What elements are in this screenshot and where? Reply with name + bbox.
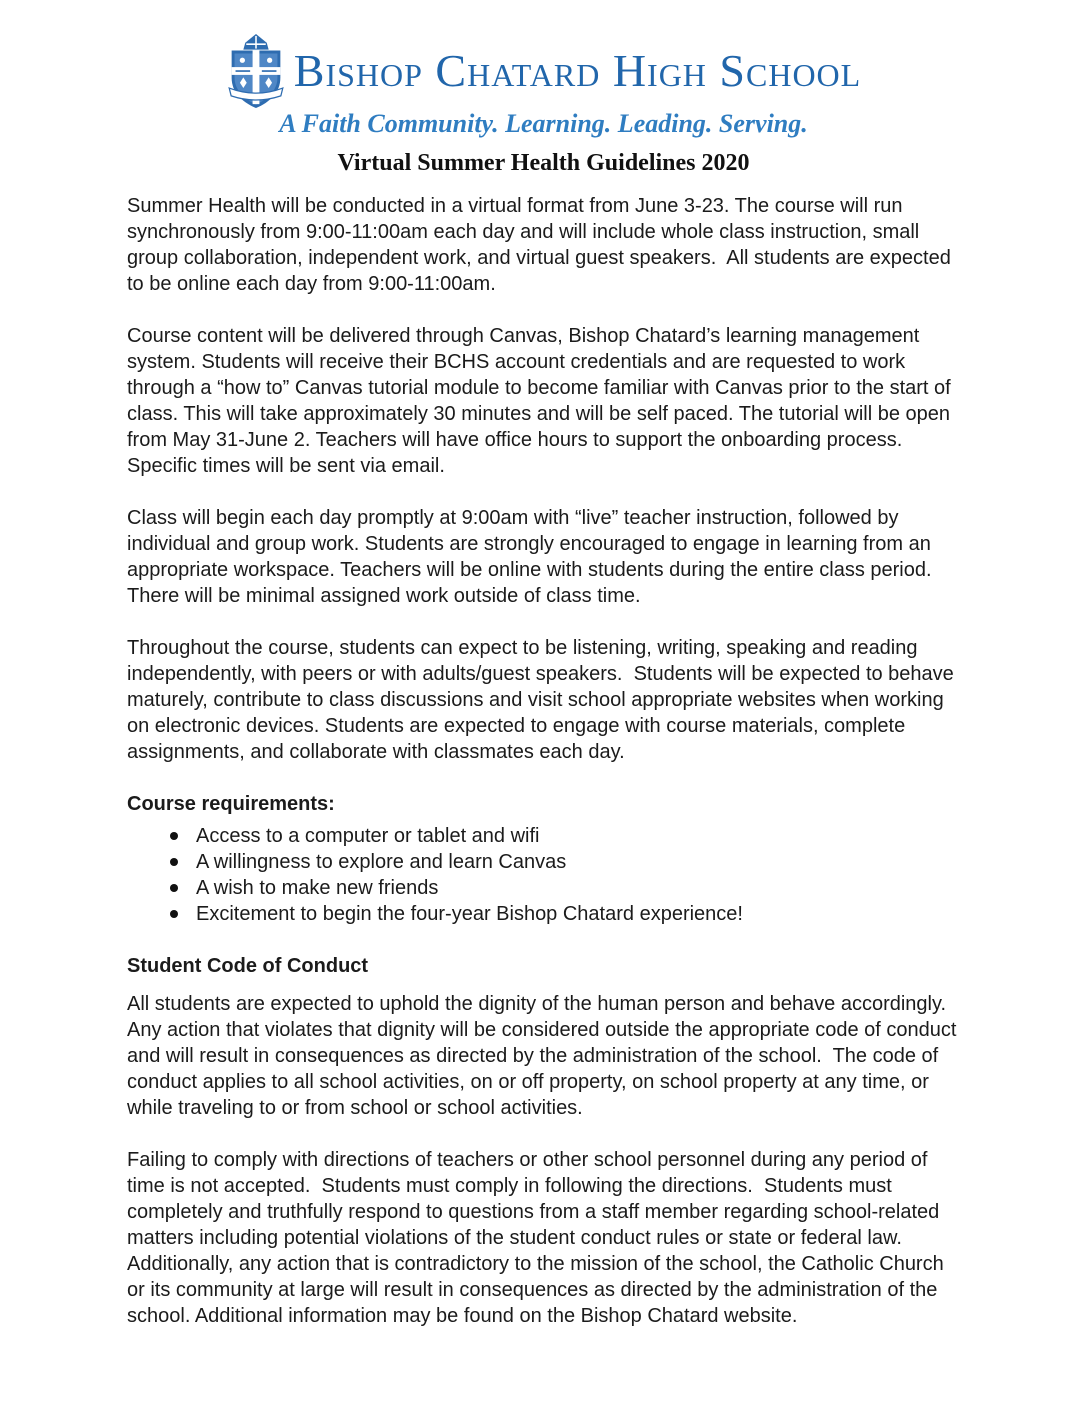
bullet-icon <box>170 832 178 840</box>
intro-paragraph-1: Summer Health will be conducted in a virtual format from June 3-23. The course will run synchronously from 9:00-11:00am each day and will include whole class instruction, small group collaboration, independent work, and virtual guest speakers. All students are expected to be online each day from 9:00-11:00am. <box>127 195 957 295</box>
school-logo <box>127 33 960 109</box>
list-item-text: A wish to make new friends <box>196 877 439 899</box>
bullet-icon <box>170 858 178 866</box>
section-heading-code-of-conduct: Student Code of Conduct <box>127 955 369 977</box>
conduct-paragraph-2: Failing to comply with directions of teachers or other school personnel during any period of time is not accepted. Students must comply in following the directions. Students must completely and truthfully respond to questions from a staff member regarding school-related matters including potential violations of the student conduct rules or state or federal law. Additionally, any action that is contradictory to the mission of the school, the Catholic Church or its community at large will result in consequences as directed by the administration of the school. Additional information may be found on the Bishop Chatard website. <box>127 1149 950 1327</box>
list-item-text: Access to a computer or tablet and wifi <box>196 825 540 847</box>
list-item <box>170 849 960 875</box>
document-body <box>127 193 960 1329</box>
school-tagline: A Faith Community. Learning. Leading. Serving. <box>279 109 808 138</box>
list-item <box>170 823 960 849</box>
list-item-text: A willingness to explore and learn Canvas <box>196 851 567 873</box>
section-heading-course-requirements: Course requirements: <box>127 793 335 815</box>
document-title: Virtual Summer Health Guidelines 2020 <box>337 150 750 176</box>
intro-paragraph-2: Course content will be delivered through Canvas, Bishop Chatard’s learning management system. Students will receive their BCHS account credentials and are requested to work through a “how to” Canvas tutorial module to become familiar with Canvas prior to the start of class. This will take approximately 30 minutes and will be self paced. The tutorial will be open from May 31-June 2. Teachers will have office hours to support the onboarding process. Specific times will be sent via email. <box>127 325 957 477</box>
bullet-icon <box>170 884 178 892</box>
list-item <box>170 901 960 927</box>
list-item <box>170 875 960 901</box>
list-item-text: Excitement to begin the four-year Bishop Chatard experience! <box>196 903 743 925</box>
intro-paragraph-4: Throughout the course, students can expect to be listening, writing, speaking and reading independently, with peers or with adults/guest speakers. Students will be expected to behave maturely, contribute to class discussions and visit school appropriate websites when working on electronic devices. Students are expected to engage with course materials, complete assignments, and collaborate with classmates each day. <box>127 637 960 763</box>
course-requirements-list <box>127 823 960 927</box>
school-crest-icon <box>226 33 286 109</box>
intro-paragraph-3: Class will begin each day promptly at 9:00am with “live” teacher instruction, followed by individual and group work. Students are strongly encouraged to engage in learning from an appropriate workspace. Teachers will be online with students during the entire class period. There will be minimal assigned work outside of class time. <box>127 507 937 607</box>
school-name: Bishop Chatard High School <box>293 45 862 96</box>
letterhead <box>127 33 960 139</box>
conduct-paragraph-1: All students are expected to uphold the dignity of the human person and behave accordingly. Any action that violates that dignity will be considered outside the appropriate code of conduct and will result in consequences as directed by the administration of the school. The code of conduct applies to all school activities, on or off property, on school property at any time, or while traveling to or from school or school activities. <box>127 993 962 1119</box>
bullet-icon <box>170 910 178 918</box>
